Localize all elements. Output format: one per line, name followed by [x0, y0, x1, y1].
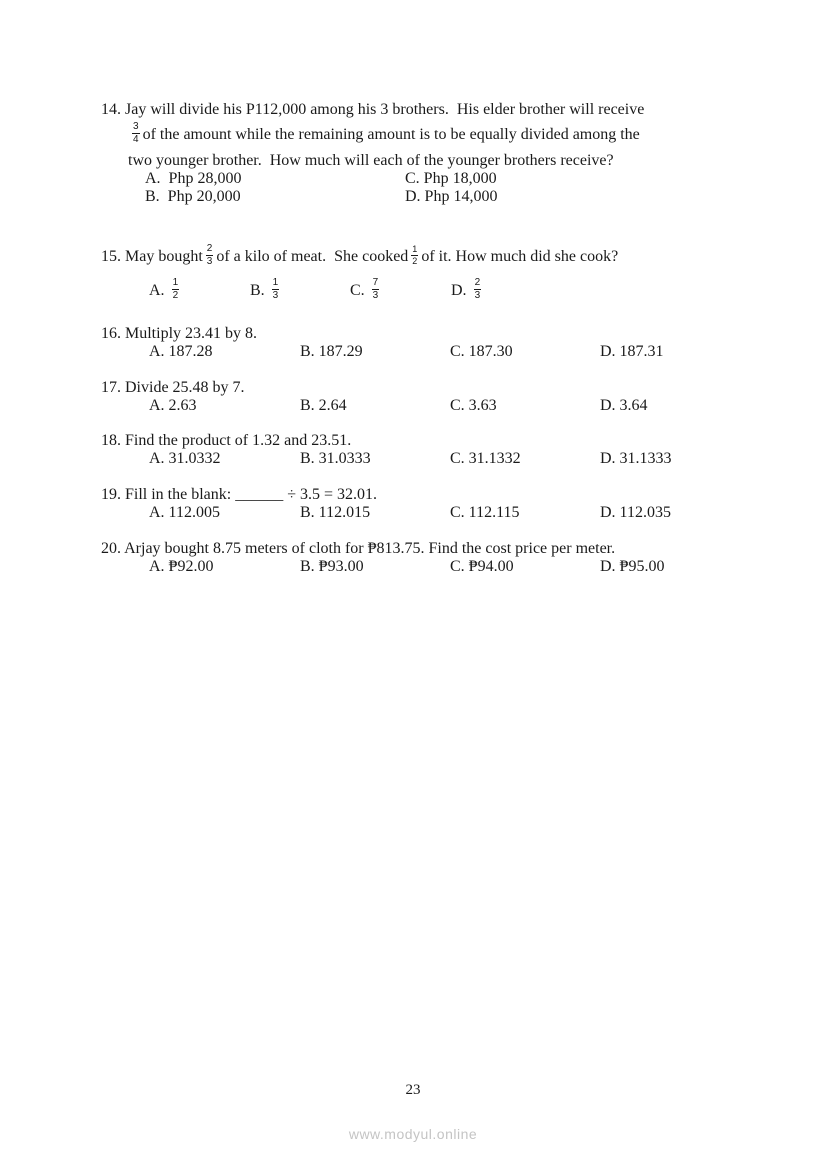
fraction-denominator: 2	[412, 256, 418, 266]
answer-option	[600, 558, 664, 576]
fraction-numerator: 2	[206, 243, 213, 254]
option-label: D. 3.64	[600, 397, 648, 414]
option-label: C. 31.1332	[450, 450, 521, 467]
fraction-numerator: 1	[412, 244, 418, 254]
question-14-stem-line	[128, 152, 614, 170]
fraction-denominator: 4	[133, 134, 139, 145]
answer-option	[300, 397, 347, 415]
fraction-numerator: 7	[372, 277, 379, 288]
stem-text: of it. How much did she cook?	[421, 248, 619, 266]
option-label: B. 112.015	[300, 504, 371, 521]
fraction-numerator: 3	[133, 121, 139, 132]
option-label: B. ₱93.00	[300, 558, 364, 575]
answer-option	[600, 343, 664, 361]
answer-option	[250, 277, 282, 303]
stem-text: 20. Arjay bought 8.75 meters of cloth for ₱813.75. Find the cost price per meter.	[101, 540, 616, 557]
answer-option	[149, 558, 213, 576]
answer-option	[600, 397, 648, 415]
question-20-stem-line	[101, 540, 615, 558]
fraction	[206, 244, 214, 267]
question-17-stem-line	[101, 379, 245, 397]
answer-option	[149, 450, 221, 468]
stem-text: 18. Find the product of 1.32 and 23.51.	[101, 432, 352, 449]
option-label: C. Php 18,000	[405, 170, 497, 187]
option-label: D. Php 14,000	[405, 188, 498, 205]
answer-option	[600, 450, 672, 468]
page-number: 23	[405, 1082, 421, 1098]
question-16-stem-line	[101, 325, 257, 343]
answer-option	[300, 343, 363, 361]
answer-option	[450, 397, 497, 415]
option-label: D. 187.31	[600, 343, 664, 360]
question-18-stem-line	[101, 432, 351, 450]
answer-option	[300, 558, 364, 576]
fraction-denominator: 2	[172, 290, 179, 301]
fraction	[172, 278, 180, 301]
fraction	[411, 245, 418, 266]
stem-text: 16. Multiply 23.41 by 8.	[101, 325, 258, 342]
option-label: B. 31.0333	[300, 450, 371, 467]
option-label: B. Php 20,000	[145, 188, 241, 205]
fraction	[132, 122, 140, 145]
answer-option	[350, 277, 382, 303]
answer-option	[450, 343, 513, 361]
option-label: A. 2.63	[149, 397, 197, 414]
answer-option	[451, 277, 484, 303]
option-label: B.	[250, 282, 265, 300]
option-label: D.	[451, 282, 467, 300]
stem-text: of the amount while the remaining amount is to be equally divided among the	[142, 126, 640, 144]
watermark: www.modyul.online	[348, 1126, 478, 1142]
option-label: A. ₱92.00	[149, 558, 214, 575]
answer-option	[300, 504, 370, 522]
fraction-numerator: 1	[272, 277, 279, 288]
option-label: C. 3.63	[450, 397, 497, 414]
answer-option	[149, 397, 197, 415]
option-label: C. 112.115	[450, 504, 520, 521]
answer-option	[600, 504, 671, 522]
option-label: D. 112.035	[600, 504, 671, 521]
fraction-denominator: 3	[474, 290, 481, 301]
fraction-numerator: 1	[172, 277, 179, 288]
stem-text: 15. May bought	[101, 248, 203, 266]
question-14-stem-line	[101, 101, 644, 119]
fraction	[372, 278, 380, 301]
answer-option	[450, 504, 519, 522]
fraction-denominator: 3	[272, 290, 279, 301]
stem-text: 17. Divide 25.48 by 7.	[101, 379, 245, 396]
option-label: A. 187.28	[149, 343, 213, 360]
stem-text: two younger brother. How much will each of the younger brothers receive?	[128, 152, 614, 169]
fraction	[474, 278, 482, 301]
option-label: C.	[350, 282, 365, 300]
fraction	[272, 278, 280, 301]
answer-option	[149, 504, 220, 522]
stem-text: 14. Jay will divide his P112,000 among his 3 brothers. His elder brother will receive	[101, 101, 645, 118]
stem-text: of a kilo of meat. She cooked	[216, 248, 409, 266]
option-label: D. 31.1333	[600, 450, 672, 467]
fraction-numerator: 2	[474, 277, 481, 288]
answer-option	[405, 170, 497, 188]
answer-option	[149, 277, 182, 303]
option-label: C. 187.30	[450, 343, 513, 360]
fraction-denominator: 3	[372, 290, 379, 301]
fraction-denominator: 3	[206, 256, 213, 267]
option-label: A.	[149, 282, 165, 300]
option-label: D. ₱95.00	[600, 558, 665, 575]
answer-option	[450, 558, 514, 576]
question-15-stem-line	[101, 243, 619, 269]
option-label: A. Php 28,000	[145, 170, 242, 187]
answer-option	[405, 188, 497, 206]
option-label: A. 112.005	[149, 504, 220, 521]
answer-option	[145, 170, 241, 188]
stem-text: 19. Fill in the blank: ______ ÷ 3.5 = 32.01.	[101, 486, 378, 503]
answer-option	[145, 188, 241, 206]
question-14-stem-line	[129, 121, 640, 147]
question-19-stem-line	[101, 486, 377, 504]
option-label: A. 31.0332	[149, 450, 221, 467]
option-label: C. ₱94.00	[450, 558, 514, 575]
answer-option	[450, 450, 521, 468]
answer-option	[300, 450, 371, 468]
option-label: B. 2.64	[300, 397, 347, 414]
option-label: B. 187.29	[300, 343, 363, 360]
answer-option	[149, 343, 213, 361]
